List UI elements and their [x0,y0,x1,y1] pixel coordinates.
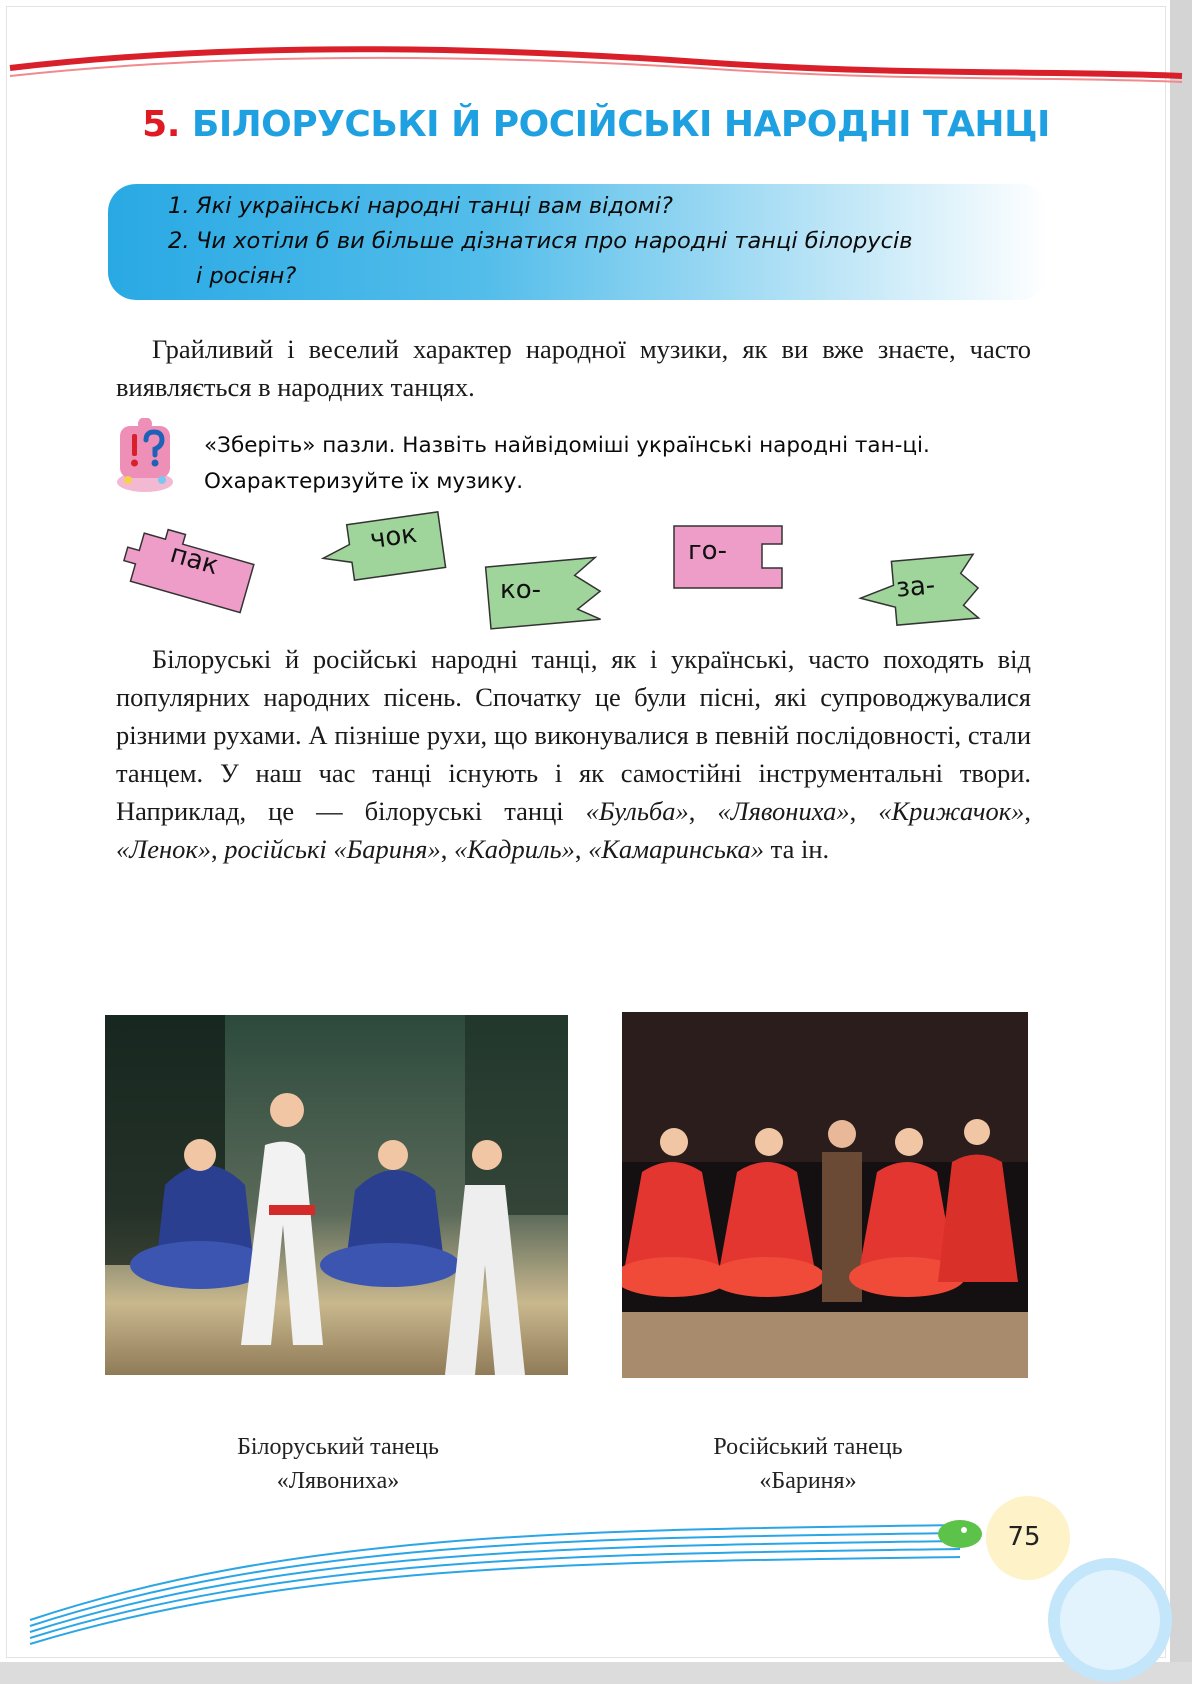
puzzle-label: ко- [500,575,541,605]
page-title [60,104,1132,145]
bottom-decoration [0,1490,1192,1684]
page-edge [1170,0,1192,1684]
lesson-number: 5. [142,104,180,145]
question-item: 1. Які українські народні танці вам відомі? [168,193,673,219]
photo-belarusian-dance [105,1015,568,1375]
photo-caption: Російський танець «Бариня» [713,1434,903,1494]
main-paragraph: Білоруські й російські народні танці, як і українські, часто походять від популярних народних пісень. Спочатку це були пісні, які супроводжувалися різними рухами. А пізніше рухи, що виконувалися в певній послідовності, стали танцем. У наш час танці існують і як самостійні інструментальні твори. Наприклад, це — білоруські танці «Бульба», «Лявониха», «Крижачок», «Ленок», російські «Бариня», «Кадриль», «Камаринська» та ін. [116,644,1031,864]
top-decorative-stripe [0,30,1192,100]
puzzle-label: пак [166,538,222,582]
puzzle-question-icon [110,418,180,496]
puzzle-label: го- [688,536,727,566]
task-text: «Зберіть» пазли. Назвіть найвідоміші українські народні тан-ці. Охарактеризуйте їх музику. [204,433,930,494]
page-number: 75 [1007,1522,1041,1552]
puzzle-label: за- [894,570,937,604]
photo-russian-dance [622,1012,1028,1378]
intro-paragraph: Грайливий і веселий характер народної музики, як ви вже знаєте, часто виявляється в народних танцях. [116,334,1031,402]
question-item-continuation: і росіян? [196,263,297,289]
photo-caption: Білоруський танець «Лявониха» [237,1434,439,1494]
question-item: 2. Чи хотіли б ви більше дізнатися про народні танці білорусів [168,228,913,254]
puzzle-label: чок [368,518,419,556]
lesson-title-text: БІЛОРУСЬКІ Й РОСІЙСЬКІ НАРОДНІ ТАНЦІ [191,104,1050,145]
